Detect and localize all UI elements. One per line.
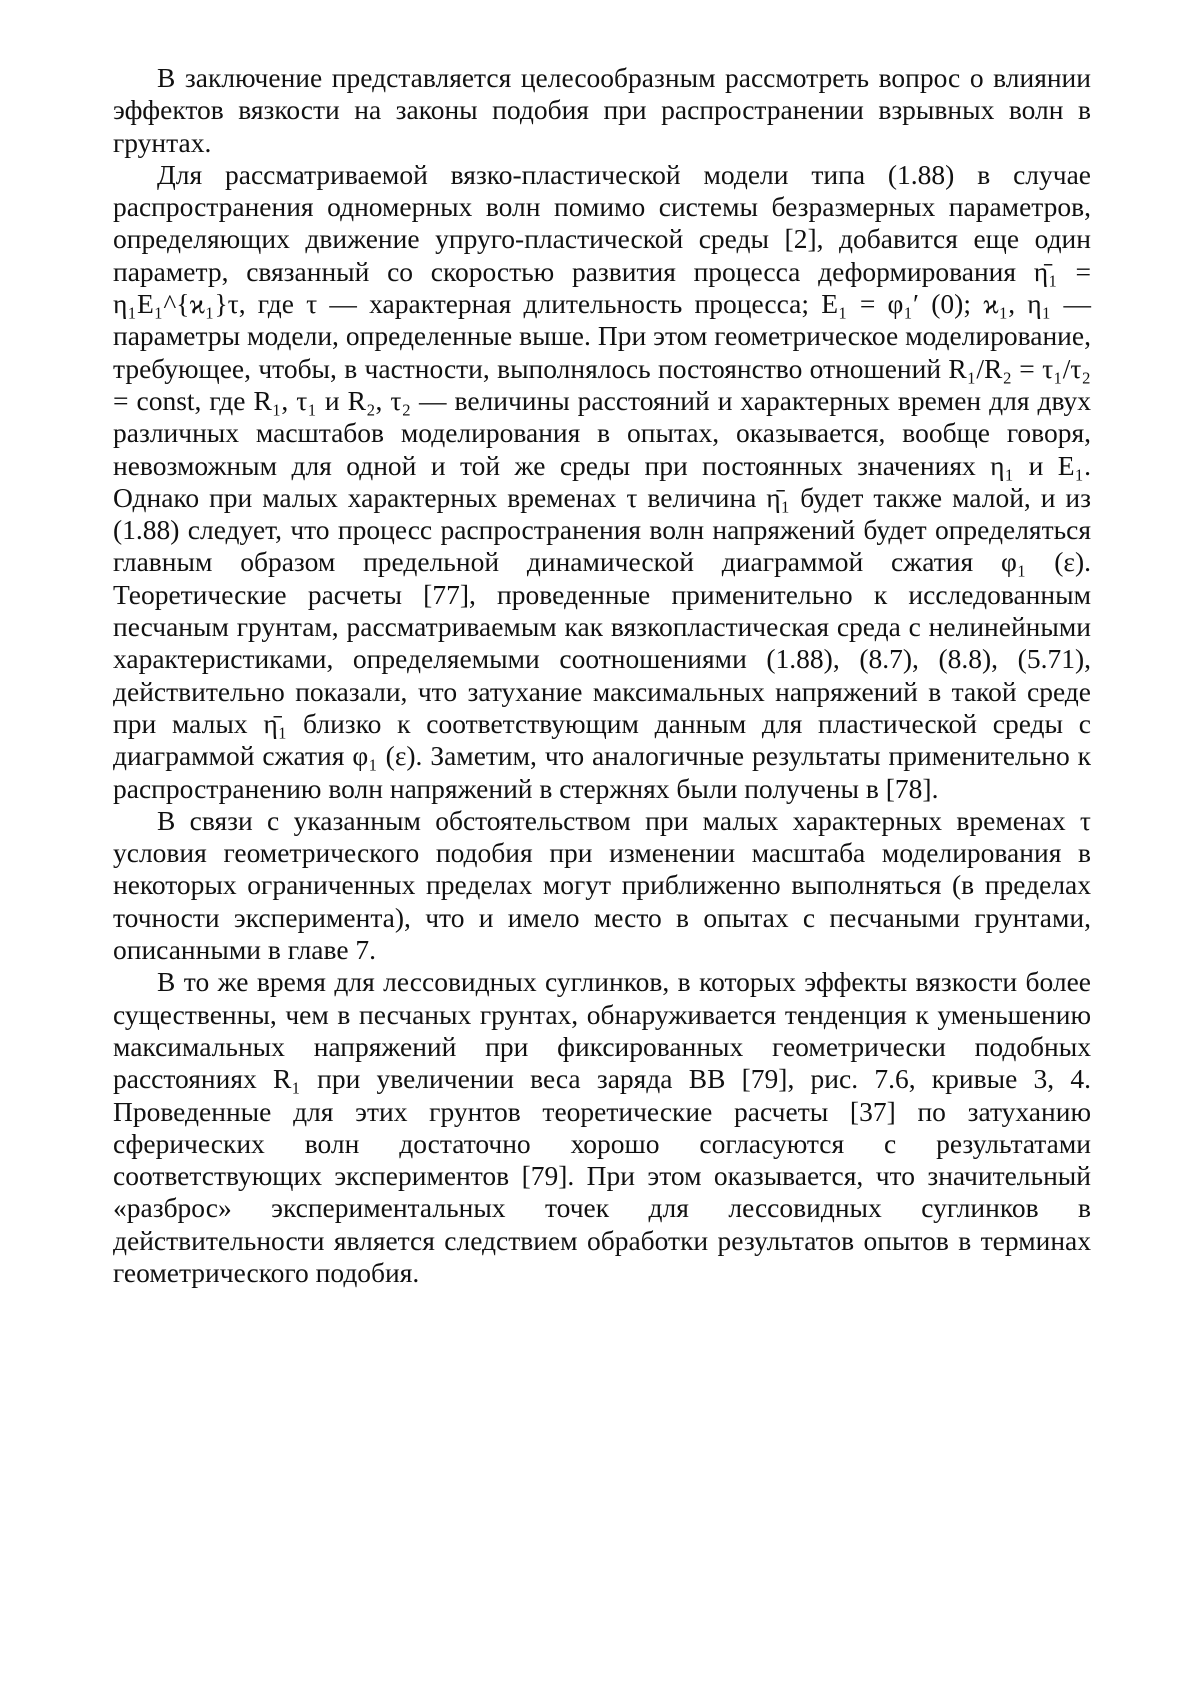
paragraph-geometric-similarity: В связи с указанным обстоятельством при малых характерных временах τ условия геометрического подобия при изменении масштаба моделирования в некоторых ограниченных пределах могут приближенно выполняться (в пределах точности эксперимента), что и имело место в опытах с песчаными грунтами, описанными в главе 7. [113, 804, 1091, 966]
paragraph-loess-loams: В то же время для лессовидных суглинков, в которых эффекты вязкости более существенны, чем в песчаных грунтах, обнаруживается тенденция к уменьшению максимальных напряжений при фиксированных геометрически подобных расстояниях R₁ при увеличении веса заряда ВВ [79], рис. 7.6, кривые 3, 4. Проведенные для этих грунтов теоретические расчеты [37] по затуханию сферических волн достаточно хорошо согласуются с результатами соответствующих экспериментов [79]. При этом оказывается, что значительный «разброс» экспериментальных точек для лессовидных суглинков в действительности является следствием обработки результатов опытов в терминах геометрического подобия. [113, 966, 1091, 1288]
paragraph-viscoplastic-model: Для рассматриваемой вязко-пластической модели типа (1.88) в случае распространения одномерных волн помимо системы безразмерных параметров, определяющих движение упруго-пластической среды [2], добавится еще один параметр, связанный со скоростью развития процесса деформирования η̄₁ = η₁E₁^{ϰ₁}τ, где τ — характерная длительность процесса; E₁ = φ₁′ (0); ϰ₁, η₁ — параметры модели, определенные выше. При этом геометрическое моделирование, требующее, чтобы, в частности, выполнялось постоянство отношений R₁/R₂ = τ₁/τ₂ = const, где R₁, τ₁ и R₂, τ₂ — величины расстояний и характерных времен для двух различных масштабов моделирования в опытах, оказывается, вообще говоря, невозможным для одной и той же среды при постоянных значениях η₁ и E₁. Однако при малых характерных временах τ величина η̄₁ будет также малой, и из (1.88) следует, что процесс распространения волн напряжений будет определяться главным образом предельной динамической диаграммой сжатия φ₁ (ε). Теоретические расчеты [77], проведенные применительно к исследованным песчаным грунтам, рассматриваемым как вязкопластическая среда с нелинейными характеристиками, определяемыми соотношениями (1.88), (8.7), (8.8), (5.71), действительно показали, что затухание максимальных напряжений в такой среде при малых η̄₁ близко к соответствующим данным для пластической среды с диаграммой сжатия φ₁ (ε). Заметим, что аналогичные результаты применительно к распространению волн напряжений в стержнях были получены в [78]. [113, 158, 1091, 804]
paragraph-conclusion: В заключение представляется целесообразным рассмотреть вопрос о влиянии эффектов вязкости на законы подобия при распространении взрывных волн в грунтах. [113, 62, 1091, 158]
body-text [113, 62, 1091, 1289]
